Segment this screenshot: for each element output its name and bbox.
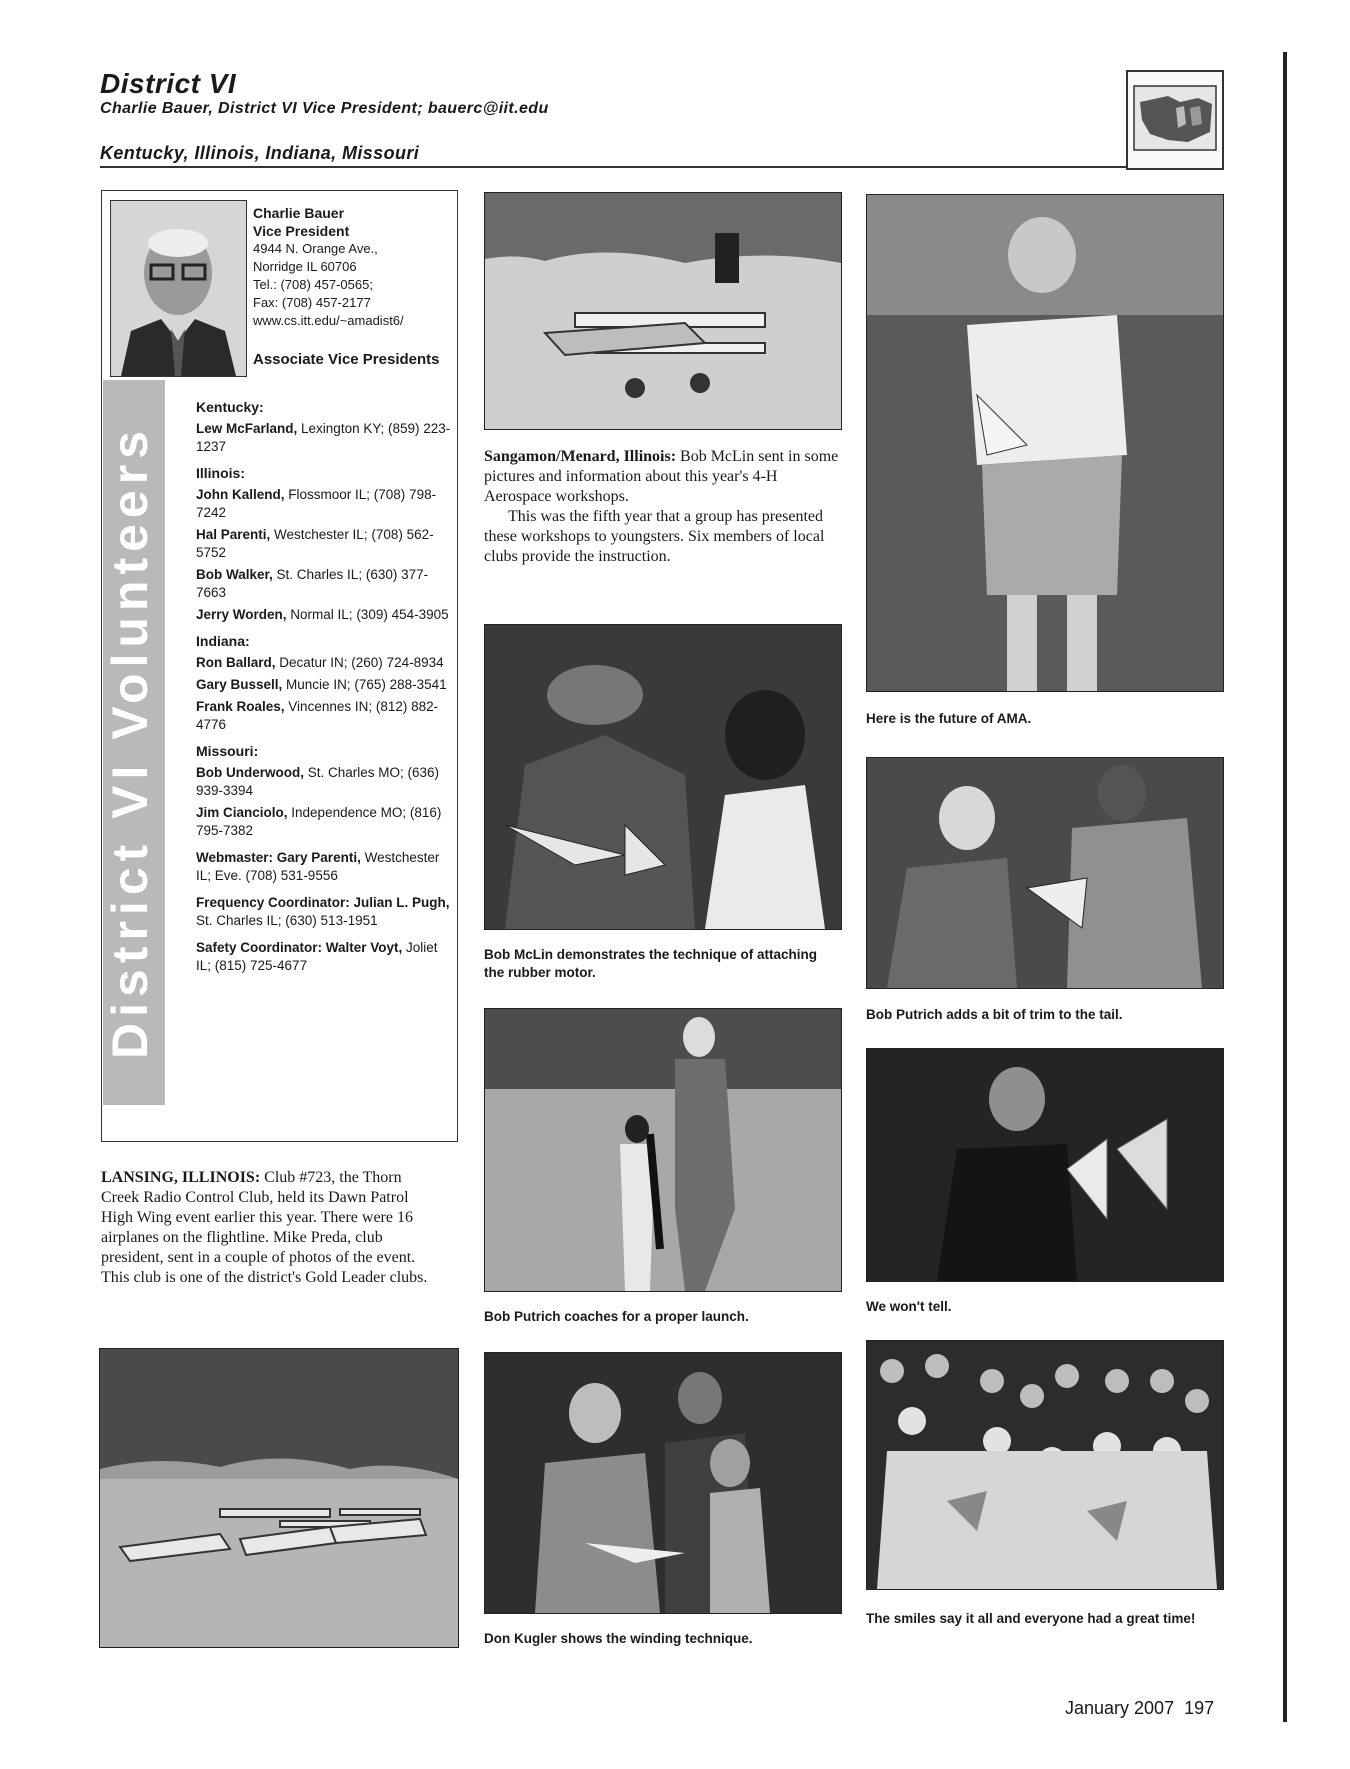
- safety-coordinator-entry: Safety Coordinator: Walter Voyt, Joliet IL; (815) 725-4677: [196, 940, 438, 973]
- vp-address2: Norridge IL 60706: [253, 259, 357, 274]
- volunteer-entry: Bob Underwood, St. Charles MO; (636) 939-3394: [196, 765, 440, 798]
- vp-website-link[interactable]: www.cs.itt.edu/~amadist6/: [253, 313, 404, 328]
- caption-kugler: Don Kugler shows the winding technique.: [484, 1631, 753, 1646]
- district-map-logo: [1126, 70, 1224, 170]
- volunteer-entry: Jerry Worden, Normal IL; (309) 454-3905: [196, 607, 449, 622]
- volunteer-entry: Bob Walker, St. Charles IL; (630) 377-7663: [196, 567, 429, 600]
- assoc-vp-heading: Associate Vice Presidents: [253, 351, 440, 368]
- state-heading: Illinois:: [196, 465, 245, 481]
- vp-tel: Tel.: (708) 457-0565;: [253, 277, 373, 292]
- volunteer-entry: Frank Roales, Vincennes IN; (812) 882-4776: [196, 699, 439, 732]
- volunteer-list: [196, 398, 454, 975]
- volunteer-entry: Ron Ballard, Decatur IN; (260) 724-8934: [196, 655, 444, 670]
- vp-name: Charlie Bauer: [253, 205, 345, 221]
- vp-contact: [253, 204, 453, 330]
- caption-putrich-launch: Bob Putrich coaches for a proper launch.: [484, 1309, 749, 1324]
- caption-future: Here is the future of AMA.: [866, 711, 1032, 726]
- state-heading: Indiana:: [196, 633, 250, 649]
- volunteer-entry: Jim Cianciolo, Independence MO; (816) 795-7382: [196, 805, 442, 838]
- future-ama-photo: [866, 194, 1224, 692]
- state-heading: Kentucky:: [196, 399, 264, 415]
- footer-month: January 2007: [1065, 1698, 1175, 1718]
- district-subtitle: Charlie Bauer, District VI Vice President; bauerc@iit.edu: [100, 100, 549, 117]
- district-title: District VI: [100, 68, 237, 99]
- kugler-winding-photo: [484, 1352, 842, 1614]
- caption-wont-tell: We won't tell.: [866, 1299, 952, 1314]
- lansing-story: LANSING, ILLINOIS: Club #723, the Thorn Creek Radio Control Club, held its Dawn Patrol High Wing event earlier this year. There were 16 airplanes on the flightline. Mike Preda, club president, sent in a couple of photos of the event. This club is one of the district's Gold Leader clubs.: [101, 1169, 428, 1286]
- vp-portrait-photo: [110, 200, 247, 377]
- planes-lineup-photo: [484, 192, 842, 430]
- district-states: Kentucky, Illinois, Indiana, Missouri: [100, 143, 420, 163]
- frequency-coordinator-entry: Frequency Coordinator: Julian L. Pugh, St. Charles IL; (630) 513-1951: [196, 895, 450, 928]
- vp-fax: Fax: (708) 457-2177: [253, 295, 371, 310]
- webmaster-entry: Webmaster: Gary Parenti, Westchester IL; Eve. (708) 531-9556: [196, 850, 440, 883]
- vp-address1: 4944 N. Orange Ave.,: [253, 241, 378, 256]
- volunteers-vertical-label: [103, 380, 165, 1105]
- svg-text:District VI Volunteers: District VI Volunteers: [103, 425, 159, 1059]
- caption-trim: Bob Putrich adds a bit of trim to the tail.: [866, 1007, 1123, 1022]
- page-number: 197: [1184, 1698, 1215, 1718]
- putrich-launch-photo: [484, 1008, 842, 1292]
- header-rule: [100, 166, 1222, 168]
- page-footer: [1065, 1698, 1214, 1719]
- group-photo: [866, 1340, 1224, 1590]
- lansing-airfield-photo: [99, 1348, 459, 1648]
- volunteer-entry: Hal Parenti, Westchester IL; (708) 562-5752: [196, 527, 434, 560]
- caption-smiles: The smiles say it all and everyone had a great time!: [866, 1611, 1196, 1626]
- volunteer-entry: Gary Bussell, Muncie IN; (765) 288-3541: [196, 677, 447, 692]
- wont-tell-photo: [866, 1048, 1224, 1282]
- volunteer-entry: Lew McFarland, Lexington KY; (859) 223-1237: [196, 421, 451, 454]
- vp-title: Vice President: [253, 223, 350, 239]
- page-edge-rule: [1283, 52, 1287, 1722]
- caption-mclin: Bob McLin demonstrates the technique of attaching the rubber motor.: [484, 947, 818, 980]
- sangamon-story: Sangamon/Menard, Illinois: Bob McLin sent in some pictures and information about this year's 4-H Aerospace workshops. This was the fifth year that a group has presented these workshops to youngsters. Six members of local clubs provide the instruction.: [484, 448, 839, 565]
- volunteer-entry: John Kallend, Flossmoor IL; (708) 798-7242: [196, 487, 437, 520]
- state-heading: Missouri:: [196, 743, 259, 759]
- trim-tail-photo: [866, 757, 1224, 989]
- mclin-rubber-motor-photo: [484, 624, 842, 930]
